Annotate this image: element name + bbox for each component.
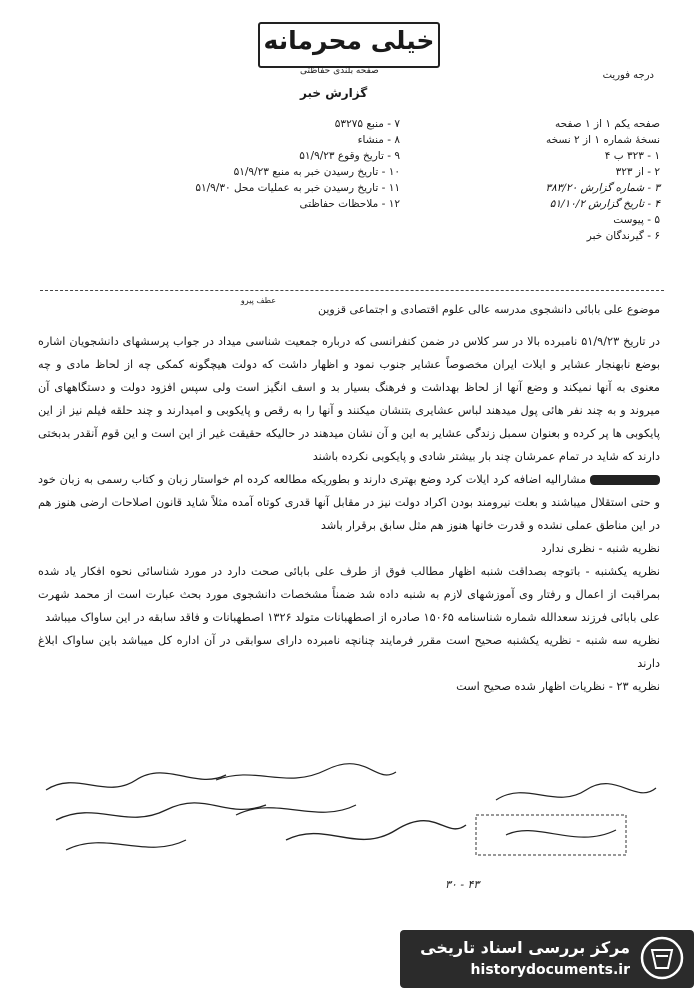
report-body [38, 330, 660, 698]
archive-logo-icon [640, 936, 684, 980]
meta-right-item: ۱ - ۳۲۳ ب ۴ [604, 150, 660, 162]
body-paragraph-kurds-text: مشارالیه اضافه کرد ایلات کرد وضع بهتری دارند و بطوریکه مطالعه کرده ام خواستار زبان و کتاب رسمی به زبان خود و حتی استقلال میباشند و بعلت نیرومند بودن اکراد دولت نیز در مقابل آنها قدری کوتاه آمده مثلاً شاید قانون اصلاحات ارضی هنوز هم در این مناطق عملی نشده و قدرت خانها هنوز هم مثل سابق برقرار باشد [38, 473, 660, 532]
meta-left-item: ۹ - تاریخ وقوع ۵۱/۹/۲۳ [299, 150, 400, 162]
meta-right-item: ۵ - پیوست [613, 214, 660, 226]
urgency-grade-label: درجه فوریت [602, 70, 654, 81]
meta-right-item: ۳ - شماره گزارش ۳۸۳/۲۰ [545, 182, 660, 194]
meta-left-item: ۱۱ - تاریخ رسیدن خبر به عملیات محل ۵۱/۹/۳۰ [195, 182, 400, 194]
handwritten-notes-icon [36, 760, 676, 880]
body-paragraph-kurds [38, 468, 660, 537]
subject-reference-note: عطف پیرو [240, 296, 276, 305]
meta-left-item: ۷ - منبع ۵۳۲۷۵ [334, 118, 400, 130]
opinion-23: نظریه ۲۳ - نظریات اظهار شده صحیح است [456, 680, 660, 693]
opinion-saturday: نظریه شنبه - نظری ندارد [541, 542, 660, 555]
meta-right-item: صفحه یکم ۱ از ۱ صفحه [555, 118, 660, 130]
report-title: گزارش خبر [300, 86, 368, 100]
redaction-mark [590, 475, 660, 485]
meta-right-item: ۶ - گیرندگان خبر [586, 230, 660, 242]
archive-watermark-banner [400, 930, 694, 988]
body-paragraph-event: در تاریخ ۵۱/۹/۲۳ نامبرده بالا در سر کلاس در ضمن کنفرانسی که درباره جمعیت شناسی میداد در جواب پرسشهای دانشجویان اشاره بوضع نابهنجار عشایر و ایلات ایران مخصوصاً عشایر جنوب نمود و اظهار داشت که دولت هیچگونه کمکی چه از لحاظ مادی و چه معنوی به آنها نمیکند و وضع آنها از لحاظ بهداشت و فرهنگ بسیار بد و اسف انگیز است ولی سپس افزود دولت و دستگاههای آن میروند و به چند نفر هائی پول میدهند لباس عشایری بتنشان میکنند و آنها را به رقص و پایکوبی و امیدارند و چند حلقه فیلم نیز از این پایکوبی ها پر کرده و بعنوان سمبل زندگی عشایر به این و آن نشان میدهند در حالیکه حقیقت غیر از این است و این قوم آنقدر بدبختی دارند که شاید در تمام عمرشان چند بار بیشتر شادی و پایکوبی نکرده باشند [38, 335, 660, 463]
archive-url: historydocuments.ir [470, 962, 630, 978]
meta-right-item: ۴ - تاریخ گزارش ۵۱/۱۰/۲ [549, 198, 660, 210]
meta-left-item: ۱۰ - تاریخ رسیدن خبر به منبع ۵۱/۹/۲۳ [233, 166, 400, 178]
reference-number-handwritten: ۳۰ - ۴۳ [445, 878, 480, 891]
meta-left-item: ۸ - منشاء [357, 134, 400, 146]
opinion-tuesday: نظریه سه شنبه - نظریه یکشنبه صحیح است مقرر فرمایند چنانچه نامبرده دارای سوابقی در آن اداره کل میباشد باین ساواک ابلاغ دارند [38, 634, 660, 670]
report-meta-right [370, 116, 660, 244]
classification-stamp [258, 22, 440, 68]
stamp-subtitle: صفحه بلندی حفاظتی [300, 66, 379, 76]
meta-left-item: ۱۲ - ملاحظات حفاظتی [299, 198, 400, 210]
opinion-sunday: نظریه یکشنبه - باتوجه بصداقت شنبه اظهار مطالب فوق از طرف علی بابائی صحت دارد در مورد شناسائی نحوه افکار یاد شده بمراقبت از اعمال و رفتار وی آموزشهای لازم به شنبه داده شد ضمناً مشخصات دانشجوی مورد بحث عبارت است از محمد شهرت علی بابائی فرزند سعدالله شماره شناسنامه ۱۵۰۶۵ صادره از اصطهبانات متولد ۱۳۲۶ اصطهبانات و فاقد سابقه در این ساواک میباشد [38, 565, 660, 624]
classification-label: خیلی محرمانه [263, 26, 435, 55]
section-divider [40, 290, 664, 291]
report-meta-left [150, 116, 400, 212]
archive-name: مرکز بررسی اسناد تاریخی [420, 938, 630, 957]
subject-line: موضوع علی بابائی دانشجوی مدرسه عالی علوم اقتصادی و اجتماعی قزوین [317, 303, 660, 316]
meta-right-item: ۲ - از ۳۲۳ [615, 166, 660, 178]
meta-right-item: نسخهٔ شماره ۱ از ۲ نسخه [545, 134, 660, 146]
